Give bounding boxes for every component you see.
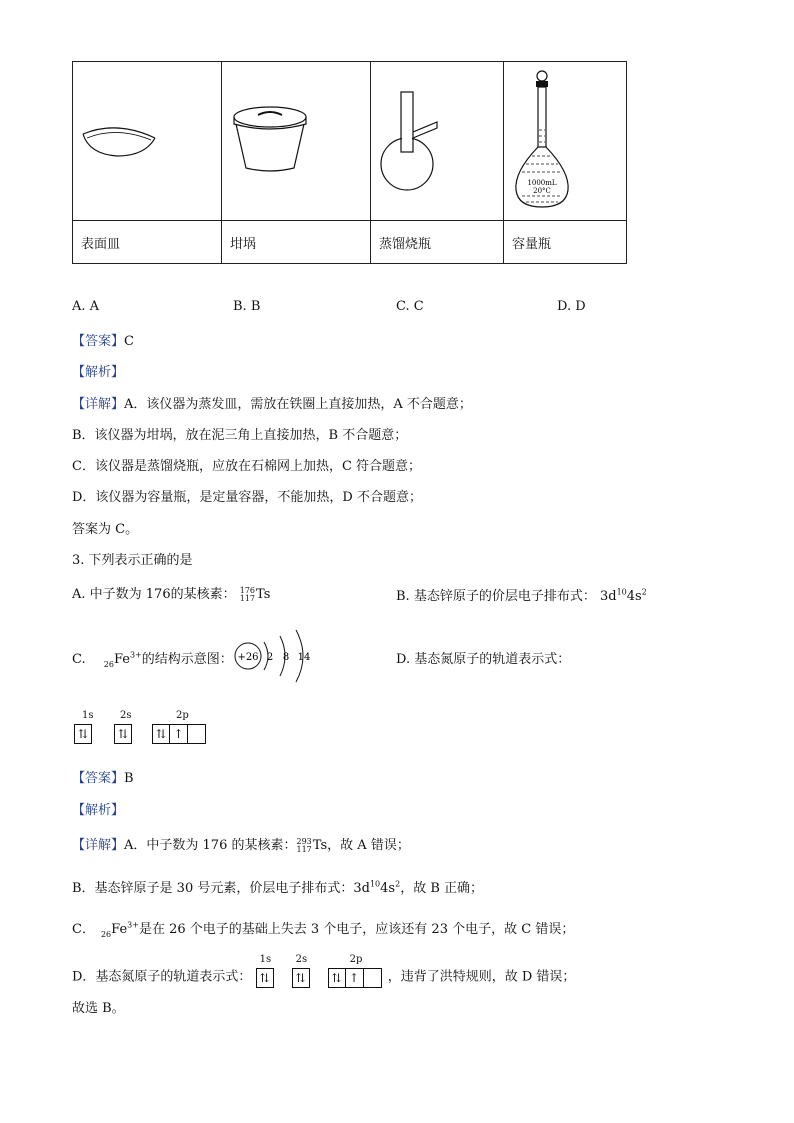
answer-value: C (124, 334, 134, 349)
option-a: A. A (72, 299, 100, 314)
watch-glass-cell (73, 62, 222, 221)
shell-electron-count: 8 (282, 652, 290, 663)
option-c: C. C (396, 299, 424, 314)
q2-conclusion: 答案为 C。 (72, 522, 139, 537)
q3-answer-line: 【答案】B (72, 771, 134, 786)
q2-detail-a: 【详解】A．该仪器为蒸发皿，需放在铁圈上直接加热，A 不合题意； (72, 397, 472, 412)
q3-option-d: D. 基态氮原子的轨道表示式： (396, 652, 571, 667)
flask-volume-marking: 1000mL (527, 179, 557, 187)
q2-detail-c: C．该仪器是蒸馏烧瓶，应放在石棉网上加热，C 符合题意； (72, 459, 422, 474)
q3-conclusion: 故选 B。 (72, 1001, 125, 1016)
volumetric-flask-icon (504, 62, 626, 216)
shell-electron-count: 14 (297, 652, 311, 663)
distilling-flask-icon (371, 62, 503, 216)
option-d: D. D (557, 299, 586, 314)
q3-detail-c: C． $_{26}Fe^{3+}$是在 26 个电子的基础上失去 3 个电子，应该还有 23 个电子，故 C 错误； (72, 920, 575, 939)
instrument-table (72, 61, 627, 264)
detail-tag: 【详解】 (72, 397, 125, 412)
inline-orbital-diagram: 1s 2s 2p ⇅ ⇅ ⇅ ↑ (256, 962, 384, 988)
orbital-box: ⇅ (114, 724, 132, 744)
orbital-box (188, 724, 206, 744)
q3-detail-a: 【详解】A．中子数为 176 的某核素： 293 117 Ts，故 A 错误； (72, 836, 410, 854)
distilling-flask-cell (371, 62, 504, 221)
orbital-box: ⇅ (152, 724, 170, 744)
crucible-cell (222, 62, 371, 221)
shell-electron-count: 2 (266, 652, 274, 663)
instrument-label: 蒸馏烧瓶 (371, 221, 504, 264)
atomic-structure-diagram (230, 624, 320, 688)
volumetric-flask-cell (504, 62, 627, 221)
option-b: B. B (233, 299, 261, 314)
orbital-box: ↑ (170, 724, 188, 744)
nuclide-notation: 176 117 (239, 585, 256, 603)
q3-option-b: B. 基态锌原子的价层电子排布式： $3d^{10}4s^2$ (396, 587, 647, 604)
analysis-tag: 【解析】 (72, 803, 125, 818)
q3-detail-d: D．基态氮原子的轨道表示式： 1s 2s 2p ⇅ ⇅ ⇅ ↑ ，违背了洪特规则，故 D 错误； (72, 962, 575, 988)
answer-tag: 【答案】 (72, 334, 125, 349)
analysis-tag: 【解析】 (72, 365, 125, 380)
q3-option-c: C. $_{26}Fe^{3+}$的结构示意图： (72, 650, 233, 669)
orbital-box: ⇅ (74, 724, 92, 744)
q2-detail-b: B．该仪器为坩埚，放在泥三角上直接加热，B 不合题意； (72, 428, 408, 443)
flask-temp-marking: 20°C (533, 187, 551, 195)
nucleus-charge: +26 (237, 652, 259, 663)
q2-answer-line (72, 330, 134, 349)
instrument-label: 坩埚 (222, 221, 371, 264)
q2-detail-d: D．该仪器为容量瓶，是定量容器，不能加热，D 不合题意； (72, 490, 422, 505)
q3-detail-b: B．基态锌原子是 30 号元素，价层电子排布式：$3d^{10}4s^2$，故 B 正确； (72, 879, 484, 896)
q3-option-a: A. 中子数为 176的某核素： 176 117 Ts (72, 585, 271, 603)
watch-glass-icon (73, 62, 221, 216)
crucible-icon (222, 62, 370, 216)
q3-title: 3. 下列表示正确的是 (72, 553, 193, 568)
instrument-label: 表面皿 (73, 221, 222, 264)
instrument-label: 容量瓶 (504, 221, 627, 264)
